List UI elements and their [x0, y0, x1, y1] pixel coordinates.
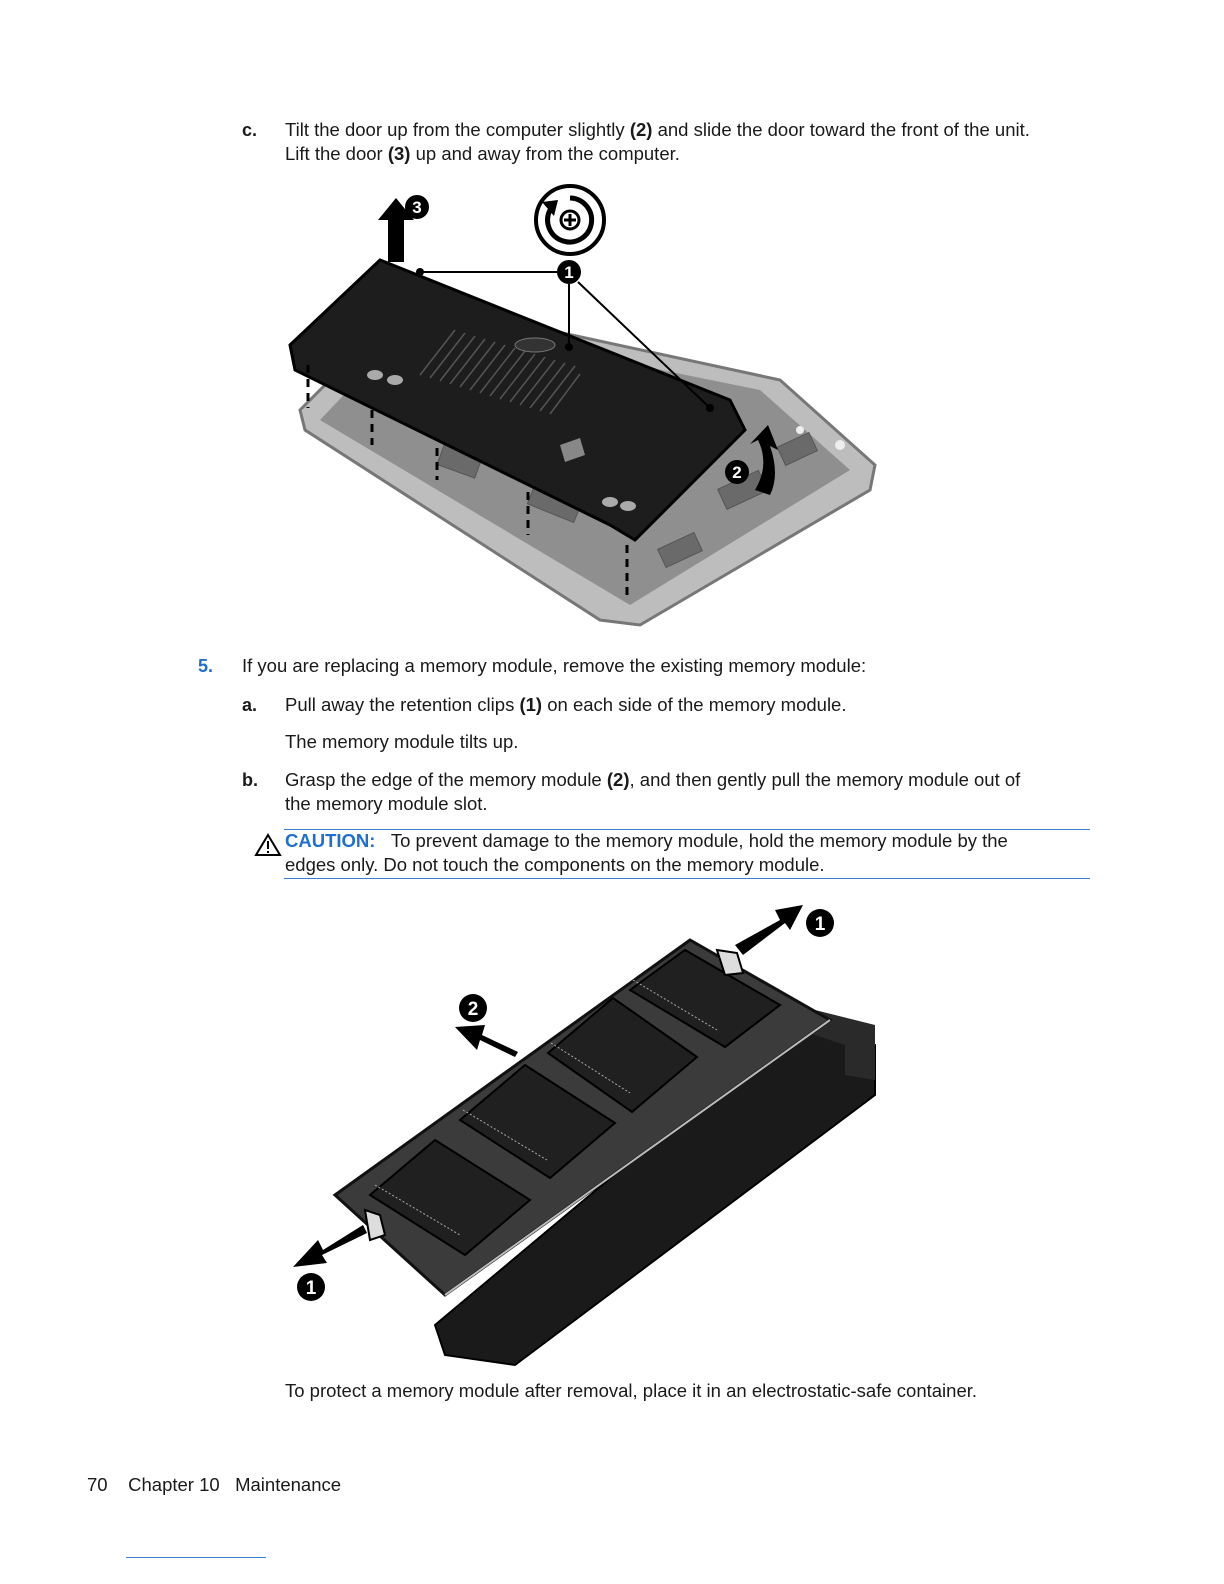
callout-1-top: 1	[814, 914, 826, 935]
step-a-note: The memory module tilts up.	[285, 731, 519, 752]
callout-2: 2	[732, 463, 742, 482]
page-number: 70	[87, 1474, 108, 1495]
callout-1-bottom: 1	[305, 1278, 317, 1299]
caution-bottom-rule	[284, 878, 1090, 879]
callout-2-module: 2	[467, 999, 479, 1020]
step-a-marker: a.	[242, 695, 258, 715]
closing-text: To protect a memory module after removal, place it in an electrostatic-safe container.	[285, 1380, 978, 1401]
caution-label: CAUTION:	[285, 830, 376, 851]
memory-module-illustration	[285, 895, 885, 1370]
footer-rule	[126, 1557, 266, 1558]
footer-chapter: Chapter 10	[128, 1474, 220, 1495]
step-5-number: 5.	[198, 656, 214, 676]
step-a-text: Pull away the retention clips (1) on each side of the memory module.	[285, 694, 847, 715]
step-c-text: Tilt the door up from the computer slightly (2) and slide the door toward the front of the unit. Lift the door (3) up and away from the computer.	[285, 119, 1030, 164]
step-5-text: If you are replacing a memory module, remove the existing memory module:	[242, 655, 867, 676]
step-b-marker: b.	[242, 770, 258, 790]
service-door-illustration	[280, 180, 890, 635]
screw-rotate-icon	[536, 186, 604, 254]
step-b-text: Grasp the edge of the memory module (2), and then gently pull the memory module out of the memory module slot.	[285, 769, 1021, 814]
callout-1: 1	[564, 263, 574, 282]
caution-text: CAUTION: To prevent damage to the memory module, hold the memory module by the edges only. Do not touch the components on the memory module.	[285, 830, 1008, 875]
footer-section: Maintenance	[235, 1474, 342, 1495]
step-c-marker: c.	[242, 120, 258, 140]
callout-3: 3	[412, 198, 422, 217]
page-footer	[87, 1473, 341, 1497]
warning-triangle-icon	[254, 833, 282, 857]
